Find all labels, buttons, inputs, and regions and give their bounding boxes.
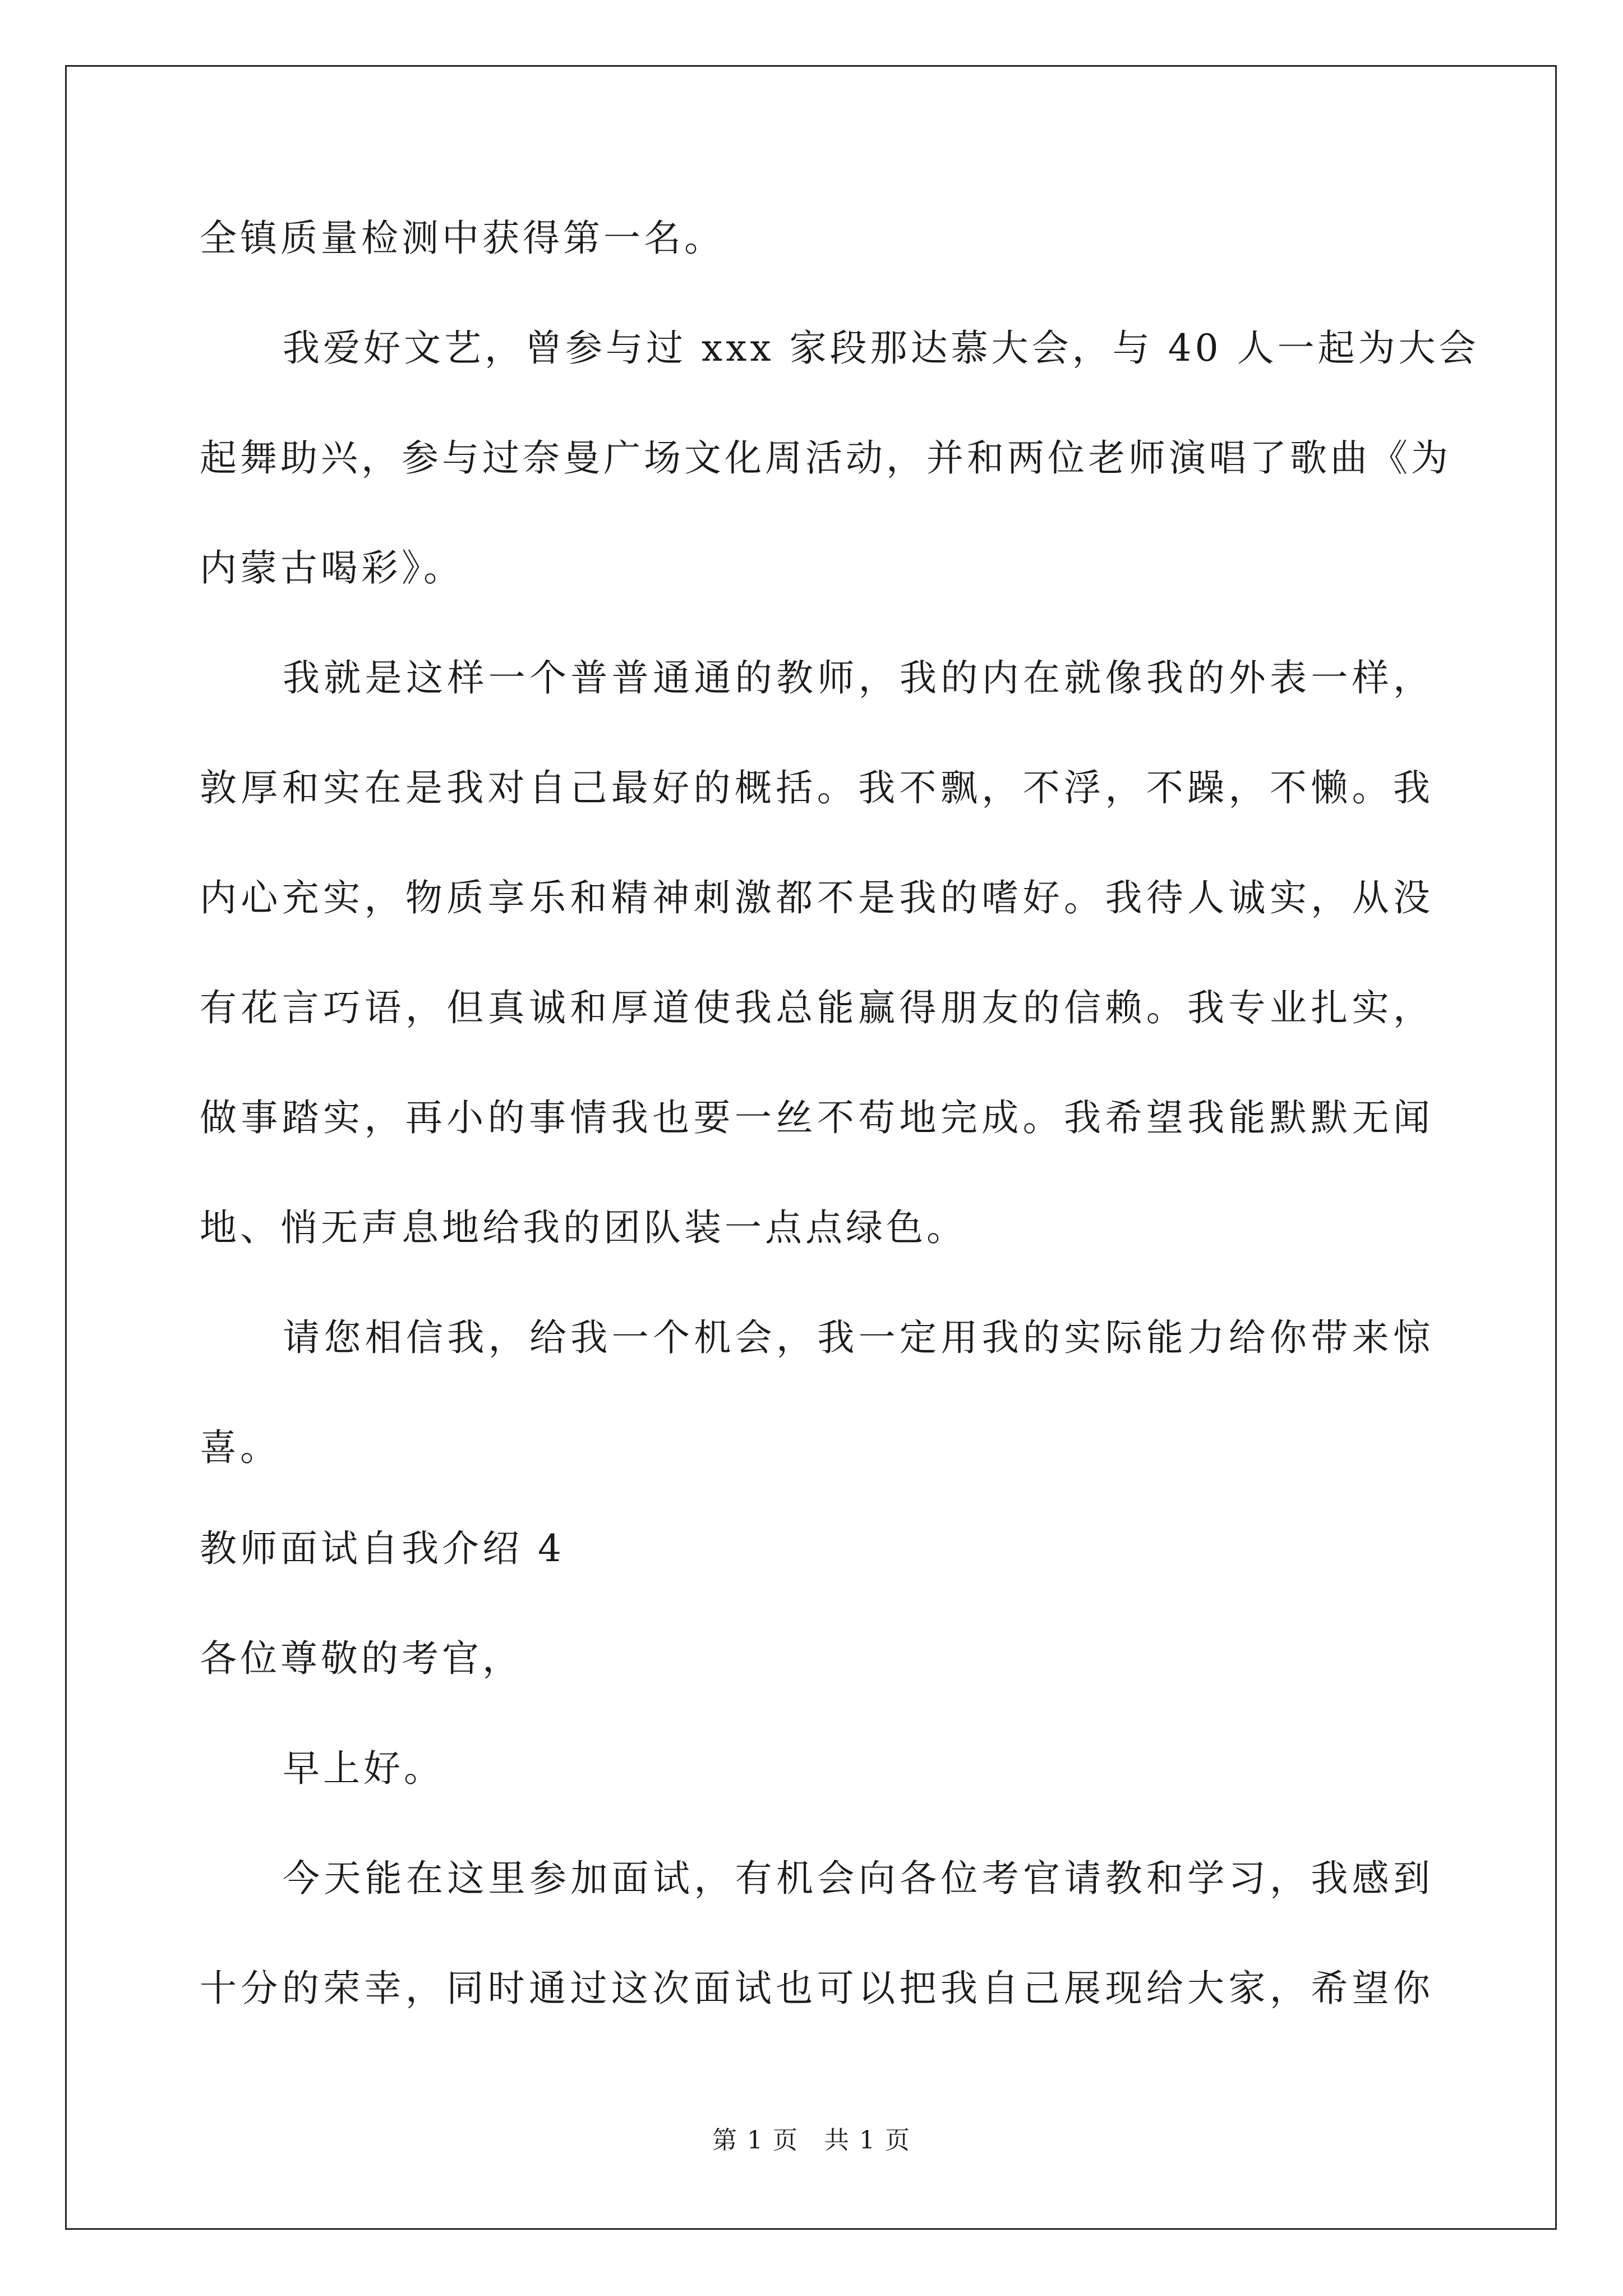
text-line: 内蒙古喝彩》。 [200,546,464,590]
paragraph-first-line: 请您相信我，给我一个机会，我一定用我的实际能力给你带来惊 [283,1316,1433,1359]
paragraph-first-line: 今天能在这里参加面试，有机会向各位考官请教和学习，我感到 [283,1857,1433,1900]
section-heading: 教师面试自我介绍 4 [200,1527,565,1570]
text-line: 有花言巧语，但真诚和厚道使我总能赢得朋友的信赖。我专业扎实， [200,986,1433,1029]
text-line: 全镇质量检测中获得第一名。 [200,217,725,260]
paragraph-first-line: 我就是这样一个普普通通的教师，我的内在就像我的外表一样， [283,656,1433,700]
greeting: 早上好。 [283,1747,444,1790]
text-line: 敦厚和实在是我对自己最好的概括。我不飘，不浮，不躁，不懒。我 [200,766,1433,809]
page-frame [65,65,1557,2230]
salutation: 各位尊敬的考官， [200,1637,523,1680]
text-line: 起舞助兴，参与过奈曼广场文化周活动，并和两位老师演唱了歌曲《为 [200,436,1451,480]
text-line: 地、悄无声息地给我的团队装一点点绿色。 [200,1206,967,1249]
paragraph-first-line: 我爱好文艺，曾参与过 xxx 家段那达慕大会，与 40 人一起为大会 [283,326,1479,370]
text-line: 喜。 [200,1426,280,1469]
text-line: 做事踏实，再小的事情我也要一丝不苟地完成。我希望我能默默无闻 [200,1096,1433,1139]
text-line: 十分的荣幸，同时通过这次面试也可以把我自己展现给大家，希望你 [200,1967,1433,2010]
text-line: 内心充实，物质享乐和精神刺激都不是我的嗜好。我待人诚实，从没 [200,876,1433,919]
page-number-footer: 第 1 页 共 1 页 [712,2126,911,2155]
